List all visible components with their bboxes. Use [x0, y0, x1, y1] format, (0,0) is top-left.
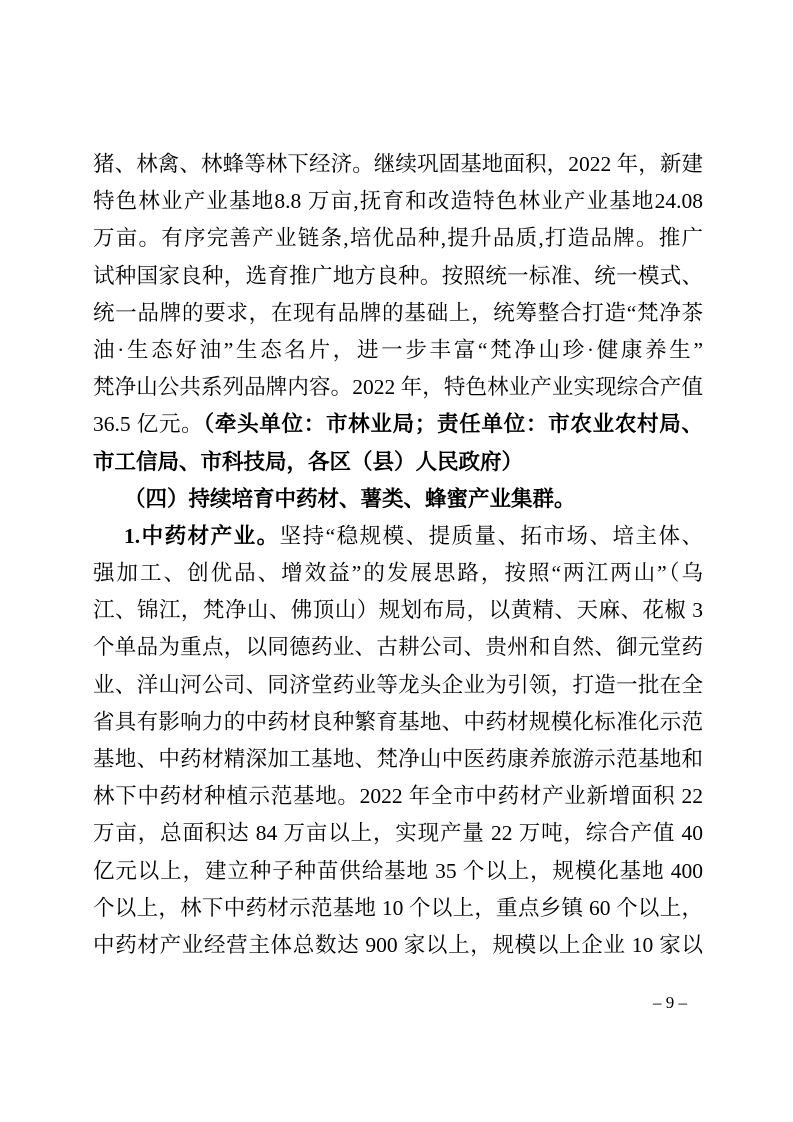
- text-segment: 亿元以上，建立种子种苗供给基地 35 个以上，规模化基地 400: [93, 858, 703, 883]
- text-line: [93, 592, 703, 629]
- text-line: [93, 815, 703, 852]
- text-line: [93, 853, 703, 890]
- text-segment: 统一品牌的要求，在现有品牌的基础上，统筹整合打造“梵净茶: [93, 300, 703, 325]
- text-segment: 万亩。有序完善产业链条,培优品种,提升品质,打造品牌。推广: [93, 226, 703, 251]
- text-line: [93, 555, 703, 592]
- text-segment: 1.中药材产业。: [124, 523, 280, 548]
- text-segment: 试种国家良种，选育推广地方良种。按照统一标准、统一模式、: [93, 263, 703, 288]
- text-line: [93, 369, 703, 406]
- text-line: [93, 146, 703, 183]
- text-segment: （牵头单位：市林业局；责任单位：市农业农村局、: [203, 412, 703, 437]
- text-segment: 猪、林禽、林蜂等林下经济。继续巩固基地面积，2022 年，新建: [93, 152, 703, 176]
- text-segment: 江、锦江，梵净山、佛顶山）规划布局，以黄精、天麻、花椒 3: [93, 598, 703, 623]
- text-line: [93, 444, 703, 481]
- text-segment: 基地、中药材精深加工基地、梵净山中医药康养旅游示范基地和: [93, 747, 703, 771]
- text-segment: 油·生态好油”生态名片，进一步丰富“梵净山珍·健康养生”: [93, 337, 703, 362]
- text-line: [93, 183, 703, 220]
- text-line: [93, 629, 703, 666]
- text-segment: 特色林业产业基地8.8 万亩,抚育和改造特色林业产业基地24.08: [93, 189, 703, 214]
- text-line: [93, 295, 703, 332]
- text-line: [93, 258, 703, 295]
- text-line: [93, 890, 703, 927]
- text-line: [93, 481, 703, 518]
- text-line: [93, 741, 703, 778]
- document-body: [93, 146, 703, 964]
- text-segment: 个以上，林下中药材示范基地 10 个以上，重点乡镇 60 个以上，: [93, 895, 703, 920]
- text-segment: 坚持“稳规模、提质量、拓市场、培主体、: [279, 523, 703, 548]
- text-segment: 万亩，总面积达 84 万亩以上，实现产量 22 万吨，综合产值 40: [93, 821, 703, 846]
- text-segment: 个单品为重点，以同德药业、古耕公司、贵州和自然、御元堂药: [93, 635, 703, 660]
- text-segment: （四）持续培育中药材、薯类、蜂蜜产业集群。: [124, 486, 576, 511]
- text-line: [93, 667, 703, 704]
- text-line: [93, 778, 703, 815]
- text-line: [93, 220, 703, 257]
- text-line: [93, 406, 703, 443]
- text-segment: 梵净山公共系列品牌内容。2022 年，特色林业产业实现综合产值: [93, 375, 703, 400]
- text-segment: 省具有影响力的中药材良种繁育基地、中药材规模化标准化示范: [93, 709, 703, 734]
- text-segment: 36.5 亿元。: [93, 412, 204, 437]
- text-segment: 中药材产业经营主体总数达 900 家以上，规模以上企业 10 家以: [93, 932, 703, 957]
- text-line: [93, 518, 703, 555]
- text-segment: 强加工、创优品、增效益”的发展思路，按照“两江两山”（乌: [93, 561, 703, 586]
- text-line: [93, 704, 703, 741]
- text-segment: 市工信局、市科技局，各区（县）人民政府）: [93, 449, 524, 474]
- page-number: – 9 –: [653, 993, 687, 1012]
- text-segment: 业、洋山河公司、同济堂药业等龙头企业为引领，打造一批在全: [93, 672, 703, 697]
- text-line: [93, 332, 703, 369]
- text-line: [93, 927, 703, 964]
- text-segment: 林下中药材种植示范基地。2022 年全市中药材产业新增面积 22: [93, 784, 703, 809]
